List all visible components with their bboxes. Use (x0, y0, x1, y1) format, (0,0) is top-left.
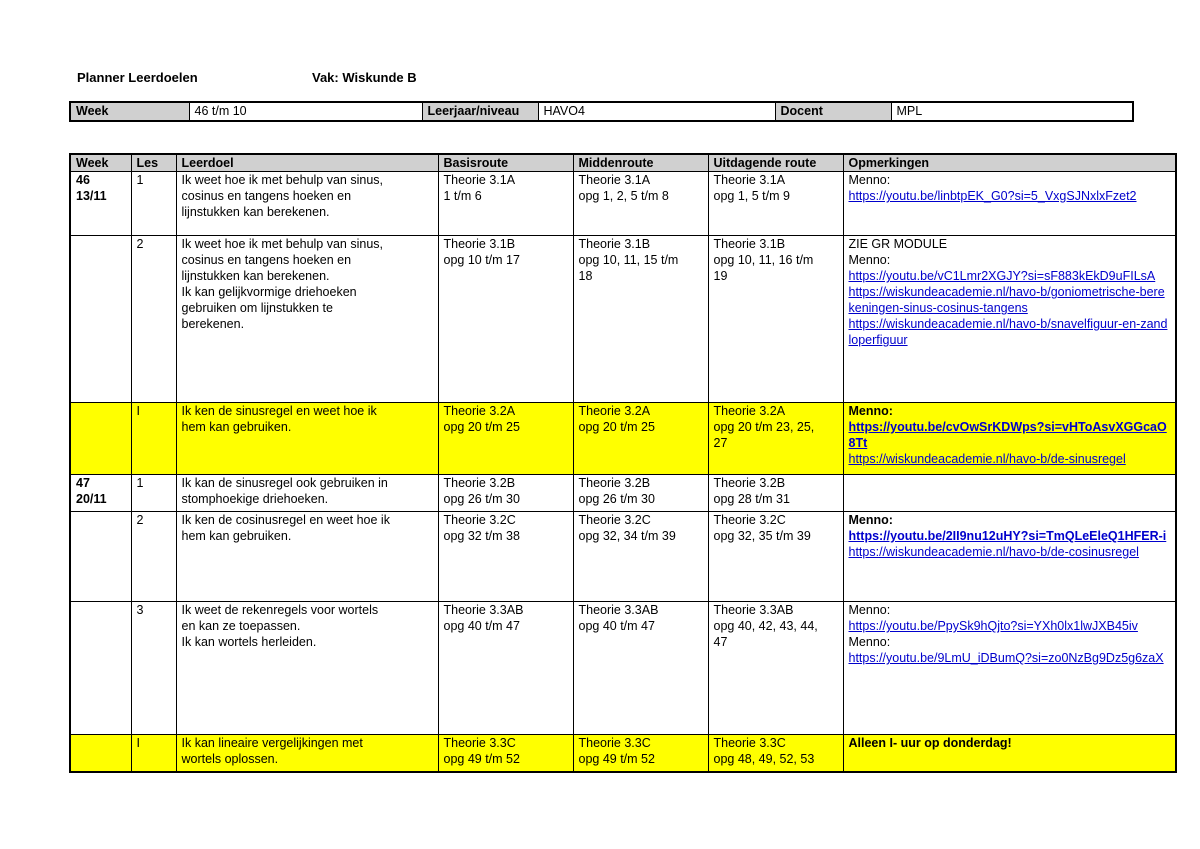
video-link[interactable]: https://youtu.be/2II9nu12uHY?si=TmQLeEleQ1HFER-i (848, 529, 1167, 543)
header-leerdoel: Leerdoel (176, 154, 438, 172)
planner-table (69, 153, 1177, 773)
uitdagende-route-cell-line: opg 48, 49, 52, 53 (713, 752, 815, 766)
les-cell: I (131, 735, 176, 772)
remark-text: Alleen I- uur op donderdag! (848, 736, 1012, 750)
week-cell-line: 47 (76, 476, 90, 490)
leerdoel-cell-line: stomphoekige driehoeken. (181, 492, 329, 506)
subject-title: Vak: Wiskunde B (312, 70, 417, 85)
opmerkingen-cell (843, 236, 1176, 403)
middenroute-cell (573, 512, 708, 602)
uitdagende-route-cell (708, 172, 843, 236)
video-link[interactable]: https://wiskundeacademie.nl/havo-b/goniometrische-berekeningen-sinus-cosinus-tangens (848, 285, 1165, 315)
header-basisroute: Basisroute (438, 154, 573, 172)
middenroute-cell-line: opg 26 t/m 30 (578, 492, 655, 506)
video-link[interactable]: https://wiskundeacademie.nl/havo-b/de-cosinusregel (848, 545, 1139, 559)
week-label: Week (70, 102, 189, 121)
table-header-row (70, 154, 1176, 172)
table-row (70, 475, 1176, 512)
basisroute-cell-line: opg 49 t/m 52 (443, 752, 520, 766)
middenroute-cell-line: opg 1, 2, 5 t/m 8 (578, 189, 669, 203)
leerdoel-cell-line: Ik ken de sinusregel en weet hoe ik (181, 404, 377, 418)
uitdagende-route-cell-line: 19 (713, 269, 728, 283)
table-row (70, 735, 1176, 772)
header-week: Week (70, 154, 131, 172)
basisroute-cell-line: Theorie 3.2B (443, 476, 516, 490)
middenroute-cell-line: Theorie 3.2C (578, 513, 651, 527)
remark-text: Menno: (848, 404, 893, 418)
basisroute-cell-line: opg 32 t/m 38 (443, 529, 520, 543)
week-value: 46 t/m 10 (189, 102, 422, 121)
basisroute-cell (438, 475, 573, 512)
week-cell (70, 475, 131, 512)
video-link[interactable]: https://youtu.be/PpySk9hQjto?si=YXh0lx1lwJXB45iv (848, 619, 1138, 633)
video-link[interactable]: https://youtu.be/linbtpEK_G0?si=5_VxgSJNxlxFzet2 (848, 189, 1137, 203)
middenroute-cell-line: Theorie 3.1A (578, 173, 651, 187)
uitdagende-route-cell-line: Theorie 3.3C (713, 736, 786, 750)
leerdoel-cell-line: lijnstukken kan berekenen. (181, 205, 330, 219)
uitdagende-route-cell-line: opg 20 t/m 23, 25, (713, 420, 815, 434)
week-cell-line: 20/11 (76, 492, 107, 506)
basisroute-cell-line: Theorie 3.1A (443, 173, 516, 187)
uitdagende-route-cell-line: opg 40, 42, 43, 44, (713, 619, 818, 633)
remark-text: Menno: (848, 253, 891, 267)
week-cell (70, 512, 131, 602)
week-cell (70, 735, 131, 772)
leerdoel-cell-line: Ik kan gelijkvormige driehoeken (181, 285, 357, 299)
basisroute-cell-line: Theorie 3.3C (443, 736, 516, 750)
leerdoel-cell-line: Ik weet hoe ik met behulp van sinus, (181, 173, 384, 187)
leerdoel-cell (176, 475, 438, 512)
basisroute-cell-line: opg 20 t/m 25 (443, 420, 520, 434)
basisroute-cell-line: Theorie 3.2C (443, 513, 516, 527)
uitdagende-route-cell (708, 735, 843, 772)
middenroute-cell-line: 18 (578, 269, 593, 283)
opmerkingen-cell (843, 403, 1176, 475)
remark-text: Menno: (848, 173, 891, 187)
leerdoel-cell-line: Ik weet hoe ik met behulp van sinus, (181, 237, 384, 251)
leerdoel-cell (176, 172, 438, 236)
les-cell: 1 (131, 475, 176, 512)
uitdagende-route-cell-line: Theorie 3.2C (713, 513, 786, 527)
table-row (70, 403, 1176, 475)
uitdagende-route-cell-line: opg 28 t/m 31 (713, 492, 790, 506)
leerdoel-cell (176, 512, 438, 602)
leerdoel-cell (176, 735, 438, 772)
info-table (69, 101, 1134, 122)
video-link[interactable]: https://youtu.be/9LmU_iDBumQ?si=zo0NzBg9Dz5g6zaX (848, 651, 1164, 665)
leerdoel-cell-line: en kan ze toepassen. (181, 619, 301, 633)
basisroute-cell-line: opg 40 t/m 47 (443, 619, 520, 633)
planner-title: Planner Leerdoelen (77, 70, 198, 85)
remark-text: Menno: (848, 635, 891, 649)
header-opmerkingen: Opmerkingen (843, 154, 1176, 172)
week-cell (70, 602, 131, 735)
leerdoel-cell-line: Ik kan de sinusregel ook gebruiken in (181, 476, 388, 490)
week-cell-line: 13/11 (76, 189, 107, 203)
basisroute-cell (438, 602, 573, 735)
middenroute-cell-line: opg 10, 11, 15 t/m (578, 253, 679, 267)
uitdagende-route-cell-line: Theorie 3.1B (713, 237, 786, 251)
video-link[interactable]: https://wiskundeacademie.nl/havo-b/snavelfiguur-en-zandloperfiguur (848, 317, 1168, 347)
les-cell: 1 (131, 172, 176, 236)
uitdagende-route-cell-line: opg 1, 5 t/m 9 (713, 189, 790, 203)
uitdagende-route-cell (708, 602, 843, 735)
week-cell (70, 172, 131, 236)
table-row (70, 236, 1176, 403)
uitdagende-route-cell-line: 47 (713, 635, 728, 649)
week-cell (70, 236, 131, 403)
video-link[interactable]: https://youtu.be/cvOwSrKDWps?si=vHToAsvXGGcaO8Tt (848, 420, 1167, 450)
middenroute-cell-line: opg 32, 34 t/m 39 (578, 529, 676, 543)
remark-text: ZIE GR MODULE (848, 237, 948, 251)
basisroute-cell (438, 403, 573, 475)
basisroute-cell-line: opg 26 t/m 30 (443, 492, 520, 506)
basisroute-cell-line: Theorie 3.2A (443, 404, 516, 418)
uitdagende-route-cell (708, 236, 843, 403)
leerdoel-cell (176, 403, 438, 475)
table-row (70, 512, 1176, 602)
basisroute-cell (438, 735, 573, 772)
week-cell (70, 403, 131, 475)
les-cell: 2 (131, 512, 176, 602)
opmerkingen-cell (843, 475, 1176, 512)
planner-body (70, 172, 1176, 772)
header-middenroute: Middenroute (573, 154, 708, 172)
uitdagende-route-cell (708, 512, 843, 602)
leerdoel-cell-line: gebruiken om lijnstukken te (181, 301, 333, 315)
middenroute-cell-line: Theorie 3.3AB (578, 603, 659, 617)
leerdoel-cell-line: Ik weet de rekenregels voor wortels (181, 603, 379, 617)
leerdoel-cell-line: hem kan gebruiken. (181, 529, 292, 543)
docent-label: Docent (775, 102, 891, 121)
middenroute-cell (573, 475, 708, 512)
les-cell: I (131, 403, 176, 475)
middenroute-cell (573, 236, 708, 403)
leerdoel-cell-line: Ik ken de cosinusregel en weet hoe ik (181, 513, 390, 527)
uitdagende-route-cell-line: opg 32, 35 t/m 39 (713, 529, 811, 543)
video-link[interactable]: https://youtu.be/vC1Lmr2XGJY?si=sF883kEkD9uFILsA (848, 269, 1156, 283)
middenroute-cell-line: opg 40 t/m 47 (578, 619, 655, 633)
middenroute-cell-line: Theorie 3.1B (578, 237, 651, 251)
week-cell-line: 46 (76, 173, 90, 187)
basisroute-cell (438, 172, 573, 236)
middenroute-cell (573, 172, 708, 236)
opmerkingen-cell (843, 172, 1176, 236)
leerjaar-label: Leerjaar/niveau (422, 102, 538, 121)
middenroute-cell (573, 735, 708, 772)
video-link[interactable]: https://wiskundeacademie.nl/havo-b/de-sinusregel (848, 452, 1126, 466)
les-cell: 3 (131, 602, 176, 735)
basisroute-cell-line: opg 10 t/m 17 (443, 253, 520, 267)
les-cell: 2 (131, 236, 176, 403)
basisroute-cell-line: 1 t/m 6 (443, 189, 482, 203)
leerdoel-cell (176, 602, 438, 735)
basisroute-cell (438, 512, 573, 602)
middenroute-cell (573, 602, 708, 735)
uitdagende-route-cell-line: Theorie 3.2A (713, 404, 786, 418)
uitdagende-route-cell-line: opg 10, 11, 16 t/m (713, 253, 814, 267)
middenroute-cell-line: Theorie 3.2A (578, 404, 651, 418)
uitdagende-route-cell-line: 27 (713, 436, 728, 450)
leerdoel-cell-line: lijnstukken kan berekenen. (181, 269, 330, 283)
basisroute-cell (438, 236, 573, 403)
header-uitdagende-route: Uitdagende route (708, 154, 843, 172)
info-row (70, 102, 1133, 121)
middenroute-cell (573, 403, 708, 475)
opmerkingen-cell (843, 512, 1176, 602)
docent-value: MPL (891, 102, 1133, 121)
header-les: Les (131, 154, 176, 172)
leerdoel-cell-line: cosinus en tangens hoeken en (181, 189, 352, 203)
uitdagende-route-cell (708, 475, 843, 512)
leerdoel-cell-line: cosinus en tangens hoeken en (181, 253, 352, 267)
middenroute-cell-line: opg 49 t/m 52 (578, 752, 655, 766)
leerdoel-cell-line: berekenen. (181, 317, 245, 331)
basisroute-cell-line: Theorie 3.3AB (443, 603, 524, 617)
remark-text: Menno: (848, 603, 891, 617)
leerdoel-cell-line: Ik kan wortels herleiden. (181, 635, 317, 649)
opmerkingen-cell (843, 602, 1176, 735)
leerjaar-value: HAVO4 (538, 102, 775, 121)
table-row (70, 602, 1176, 735)
uitdagende-route-cell-line: Theorie 3.1A (713, 173, 786, 187)
opmerkingen-cell (843, 735, 1176, 772)
leerdoel-cell-line: Ik kan lineaire vergelijkingen met (181, 736, 363, 750)
uitdagende-route-cell (708, 403, 843, 475)
remark-text: Menno: (848, 513, 893, 527)
uitdagende-route-cell-line: Theorie 3.3AB (713, 603, 794, 617)
middenroute-cell-line: Theorie 3.3C (578, 736, 651, 750)
middenroute-cell-line: Theorie 3.2B (578, 476, 651, 490)
leerdoel-cell (176, 236, 438, 403)
uitdagende-route-cell-line: Theorie 3.2B (713, 476, 786, 490)
basisroute-cell-line: Theorie 3.1B (443, 237, 516, 251)
leerdoel-cell-line: hem kan gebruiken. (181, 420, 292, 434)
table-row (70, 172, 1176, 236)
leerdoel-cell-line: wortels oplossen. (181, 752, 279, 766)
middenroute-cell-line: opg 20 t/m 25 (578, 420, 655, 434)
